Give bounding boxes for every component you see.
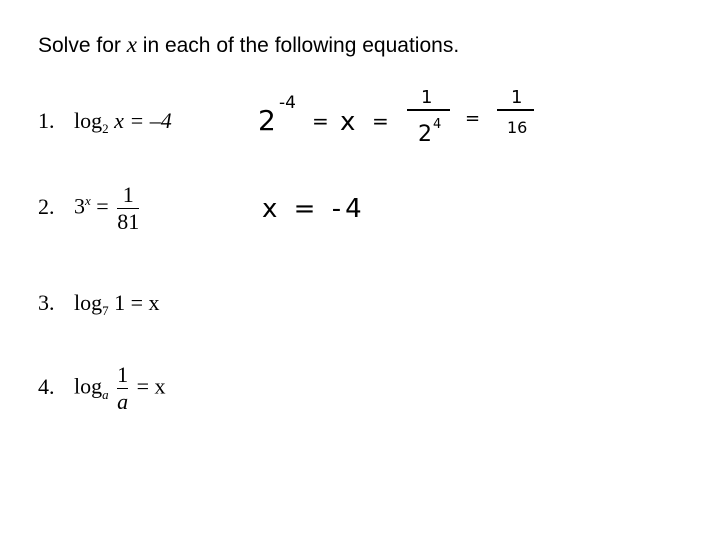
fraction-numerator: 1 — [117, 362, 129, 387]
hw-equals: = — [465, 108, 481, 129]
hw-base: 2 — [258, 104, 276, 137]
hw-equals: = — [372, 109, 389, 133]
log-text: log — [74, 373, 103, 399]
hw-numerator: 1 — [511, 87, 523, 108]
equals-sign: = — [90, 193, 109, 219]
title-variable: x — [126, 32, 137, 57]
hw-numerator: 1 — [421, 87, 433, 108]
hw-denominator: 2 — [418, 122, 432, 147]
log-base: 7 — [102, 303, 109, 318]
hw-equals: = — [312, 109, 329, 133]
title-text-end: in each of the following equations. — [136, 34, 460, 57]
fraction-denominator: 81 — [117, 209, 140, 234]
log-base: a — [102, 386, 109, 402]
problem-number: 2. — [38, 193, 55, 219]
equation-rhs: 1 = x — [108, 290, 160, 315]
problem-2-handwritten-solution — [262, 194, 366, 224]
title-text-start: Solve for — [38, 34, 127, 57]
fraction-numerator: 1 — [122, 182, 134, 207]
fraction-denominator: a — [117, 389, 129, 414]
hw-denominator-exponent: 4 — [433, 117, 442, 132]
problem-1-handwritten-solution — [258, 87, 534, 147]
log-text: log — [74, 290, 103, 315]
hw-answer: x = -4 — [262, 194, 366, 224]
problem-number: 1. — [38, 108, 55, 133]
power-exponent: x — [85, 192, 91, 208]
log-text: log — [74, 108, 103, 133]
equation-rhs: x = –4 — [108, 108, 172, 133]
problem-number: 3. — [38, 290, 55, 315]
power-base: 3 — [74, 193, 85, 219]
problem-number: 4. — [38, 373, 55, 399]
hw-x: x — [340, 107, 356, 137]
log-base: 2 — [102, 121, 109, 136]
equation-rhs: = x — [131, 373, 166, 399]
hw-denominator: 16 — [507, 118, 528, 137]
hw-exponent: -4 — [279, 93, 296, 113]
